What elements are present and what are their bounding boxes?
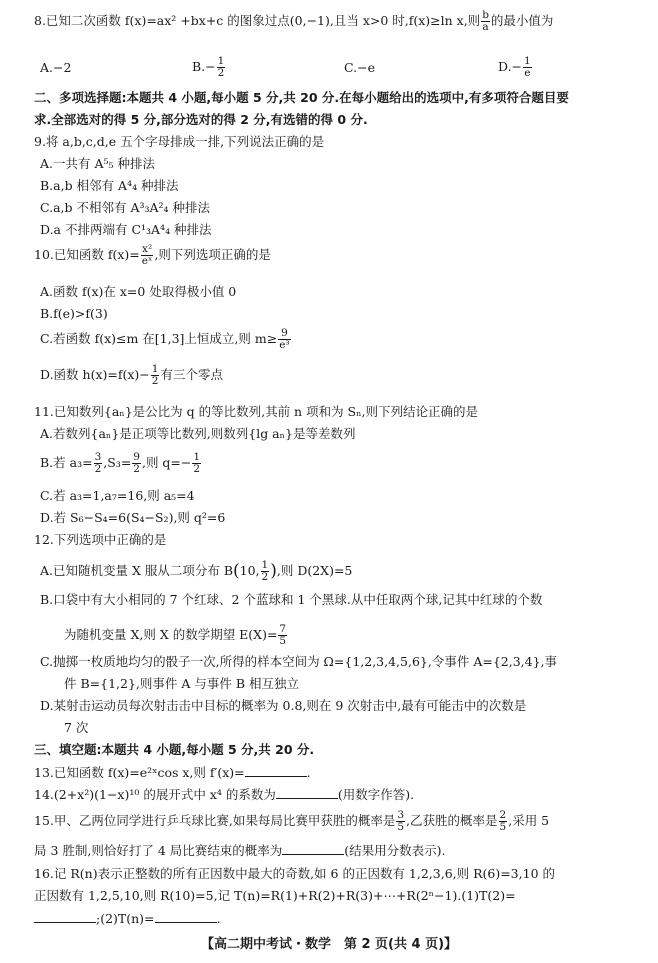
q10-stem — [34, 244, 636, 267]
q9-stem: 9.将 a,b,c,d,e 五个字母排成一排,下列说法正确的是 — [34, 134, 325, 149]
q10-stem-text: 10.已知函数 f(x)= — [34, 247, 140, 263]
q15-line2-text: 局 3 胜制,则恰好打了 4 局比赛结束的概率为 — [34, 843, 283, 858]
q16-answer-blank-1[interactable] — [34, 910, 96, 923]
q8-stem — [34, 10, 636, 33]
q10-c-num: 9 — [278, 328, 290, 340]
q15-text1: 15.甲、乙两位同学进行乒乓球比赛,如果每局比赛甲获胜的概率是 — [34, 813, 396, 829]
q11-option-c: C.若 a₃=1,a₇=16,则 a₅=4 — [40, 488, 195, 503]
q8-option-b-label: B.− — [192, 59, 216, 75]
q8-d-num: 1 — [524, 55, 531, 67]
q13-text: 13.已知函数 f(x)=e²ˣcos x,则 f′(x)= — [34, 765, 245, 780]
q12-b2-text: 为随机变量 X,则 X 的数学期望 E(X)= — [64, 627, 278, 643]
q8-option-b — [192, 56, 226, 79]
q13-line — [34, 764, 636, 781]
q16-answer-blank-2[interactable] — [155, 910, 217, 923]
q8-fraction — [481, 10, 490, 33]
page-footer: 【高二期中考试・数学 第 2 页(共 4 页)】 — [200, 937, 458, 952]
q11-b-text2: ,S₃= — [103, 455, 132, 471]
q15-frac2 — [499, 810, 508, 833]
q9-option-c: C.a,b 不相邻有 A³₃A²₄ 种排法 — [40, 200, 211, 215]
q10-option-a: A.函数 f(x)在 x=0 处取得极小值 0 — [40, 284, 237, 299]
q11-stem: 11.已知数列{aₙ}是公比为 q 的等比数列,其前 n 项和为 Sₙ,则下列结论正确的是 — [34, 404, 478, 419]
q12-a-right-paren: ) — [270, 560, 277, 581]
q15-den2: 5 — [499, 821, 507, 834]
q10-option-d-text: D.函数 h(x)=f(x)− — [40, 367, 150, 383]
q11-option-b — [40, 452, 636, 475]
q10-frac-den: eˣ — [141, 255, 153, 268]
q10-stem-tail: ,则下列选项正确的是 — [154, 247, 271, 263]
q10-option-c-frac — [278, 328, 290, 351]
q12-a-den: 2 — [261, 571, 269, 584]
q8-option-c: C.−e — [344, 60, 375, 75]
q11-b-num3: 1 — [193, 451, 201, 463]
q11-b-num1: 3 — [94, 451, 102, 463]
section3-heading: 三、填空题:本题共 4 小题,每小题 5 分,共 20 分. — [34, 742, 315, 757]
q12-b2-num: 7 — [279, 623, 287, 635]
q10-fraction — [141, 244, 154, 267]
q11-b-text3: ,则 q=− — [141, 455, 192, 471]
q9-option-b: B.a,b 相邻有 A⁴₄ 种排法 — [40, 178, 179, 193]
q12-b2-frac — [278, 624, 287, 647]
q11-b-frac3 — [192, 452, 201, 475]
q12-option-b-line1: B.口袋中有大小相同的 7 个红球、2 个蓝球和 1 个黑球.从中任取两个球,记其中红球的个数 — [40, 592, 543, 607]
section2-heading-cont: 求.全部选对的得 5 分,部分选对的得 2 分,有选错的得 0 分. — [34, 112, 368, 127]
q10-option-c — [40, 328, 636, 351]
q11-b-den2: 2 — [133, 463, 140, 476]
q13-answer-blank[interactable] — [245, 764, 307, 777]
q11-b-den1: 2 — [94, 463, 102, 476]
q11-b-frac2 — [132, 452, 141, 475]
q12-a-left-paren: ( — [233, 560, 240, 581]
q16-line1: 16.记 R(n)表示正整数的所有正因数中最大的奇数,如 6 的正因数有 1,2,3,6,则 R(6)=3,10 的 — [34, 866, 555, 881]
q8-stem-text: 8.已知二次函数 f(x)=ax² +bx+c 的图象过点(0,−1),且当 x>0 时,f(x)≥ln x,则 — [34, 13, 481, 29]
q15-line2 — [34, 842, 636, 859]
q12-a-text: A.已知随机变量 X 服从二项分布 B — [40, 563, 234, 579]
q11-b-den3: 2 — [193, 463, 201, 476]
q11-b-frac1 — [94, 452, 103, 475]
q12-option-b-line2 — [64, 624, 636, 647]
q12-a-frac — [261, 560, 270, 583]
q14-tail: (用数字作答). — [337, 787, 415, 802]
q16-line3-tail: . — [216, 911, 221, 926]
q15-num2: 2 — [499, 809, 507, 821]
q15-text2: ,乙获胜的概率是 — [406, 813, 498, 829]
q15-text3: ,采用 5 — [508, 813, 550, 829]
q8-option-b-frac — [217, 56, 226, 79]
q16-line3-text: ;(2)T(n)= — [96, 911, 155, 926]
q11-option-a: A.若数列{aₙ}是正项等比数列,则数列{lg aₙ}是等差数列 — [40, 426, 356, 441]
q12-option-c-line1: C.抛掷一枚质地均匀的骰子一次,所得的样本空间为 Ω={1,2,3,4,5,6},令事件 A={2,3,4},事 — [40, 654, 557, 669]
q8-b-den: 2 — [217, 67, 225, 80]
q8-option-d-frac — [523, 56, 532, 79]
q9-option-a: A.一共有 A⁵₅ 种排法 — [40, 156, 155, 171]
q12-b2-den: 5 — [279, 635, 287, 648]
q8-option-d — [498, 56, 533, 79]
q11-option-d: D.若 S₆−S₄=6(S₄−S₂),则 q²=6 — [40, 510, 226, 525]
q12-option-a — [40, 560, 636, 583]
q10-option-c-text: C.若函数 f(x)≤m 在[1,3]上恒成立,则 m≥ — [40, 331, 278, 347]
q13-tail: . — [306, 765, 311, 780]
q15-num1: 3 — [397, 809, 405, 821]
q11-b-text1: B.若 a₃= — [40, 455, 93, 471]
q12-a-num: 1 — [261, 559, 269, 571]
q14-line — [34, 786, 636, 803]
q15-frac1 — [396, 810, 405, 833]
q16-line2: 正因数有 1,2,5,10,则 R(10)=5,记 T(n)=R(1)+R(2)+R(3)+⋯+R(2ⁿ−1).(1)T(2)= — [34, 888, 516, 903]
q9-option-d: D.a 不排两端有 C¹₃A⁴₄ 种排法 — [40, 222, 212, 237]
q8-d-den: e — [524, 67, 531, 80]
q14-answer-blank[interactable] — [276, 786, 338, 799]
q15-line2-tail: (结果用分数表示). — [344, 843, 446, 858]
q10-frac-num: x² — [142, 243, 153, 255]
q8-frac-num: b — [482, 9, 489, 21]
q10-c-den: e³ — [279, 339, 290, 352]
q14-text: 14.(2+x²)(1−x)¹⁰ 的展开式中 x⁴ 的系数为 — [34, 787, 276, 802]
q15-answer-blank[interactable] — [282, 842, 344, 855]
q10-option-d-frac — [151, 364, 160, 387]
q10-d-den: 2 — [151, 375, 159, 388]
q11-b-num2: 9 — [133, 451, 140, 463]
q12-option-d-line1: D.某射击运动员每次射击击中目标的概率为 0.8,则在 9 次射击中,最有可能击中的次数是 — [40, 698, 527, 713]
q12-stem: 12.下列选项中正确的是 — [34, 532, 167, 547]
q12-option-c-line2: 件 B={1,2},则事件 A 与事件 B 相互独立 — [64, 676, 299, 691]
q10-option-d — [40, 364, 636, 387]
q8-option-d-label: D.− — [498, 59, 523, 75]
q8-option-a: A.−2 — [40, 60, 72, 75]
q12-option-d-line2: 7 次 — [64, 720, 89, 735]
q15-line1 — [34, 810, 636, 833]
q8-frac-den: a — [482, 21, 489, 34]
q16-line3 — [34, 910, 636, 927]
q8-b-num: 1 — [217, 55, 225, 67]
section2-heading: 二、多项选择题:本题共 4 小题,每小题 5 分,共 20 分.在每小题给出的选项中,有多项符合题目要 — [34, 90, 569, 105]
q12-a-tail: ,则 D(2X)=5 — [276, 563, 353, 579]
q12-a-inner: 10, — [239, 563, 260, 579]
q8-stem-tail: 的最小值为 — [490, 13, 554, 29]
q10-option-d-tail: 有三个零点 — [160, 367, 223, 383]
q10-d-num: 1 — [151, 363, 159, 375]
q15-den1: 5 — [397, 821, 405, 834]
q10-option-b: B.f(e)>f(3) — [40, 306, 108, 321]
